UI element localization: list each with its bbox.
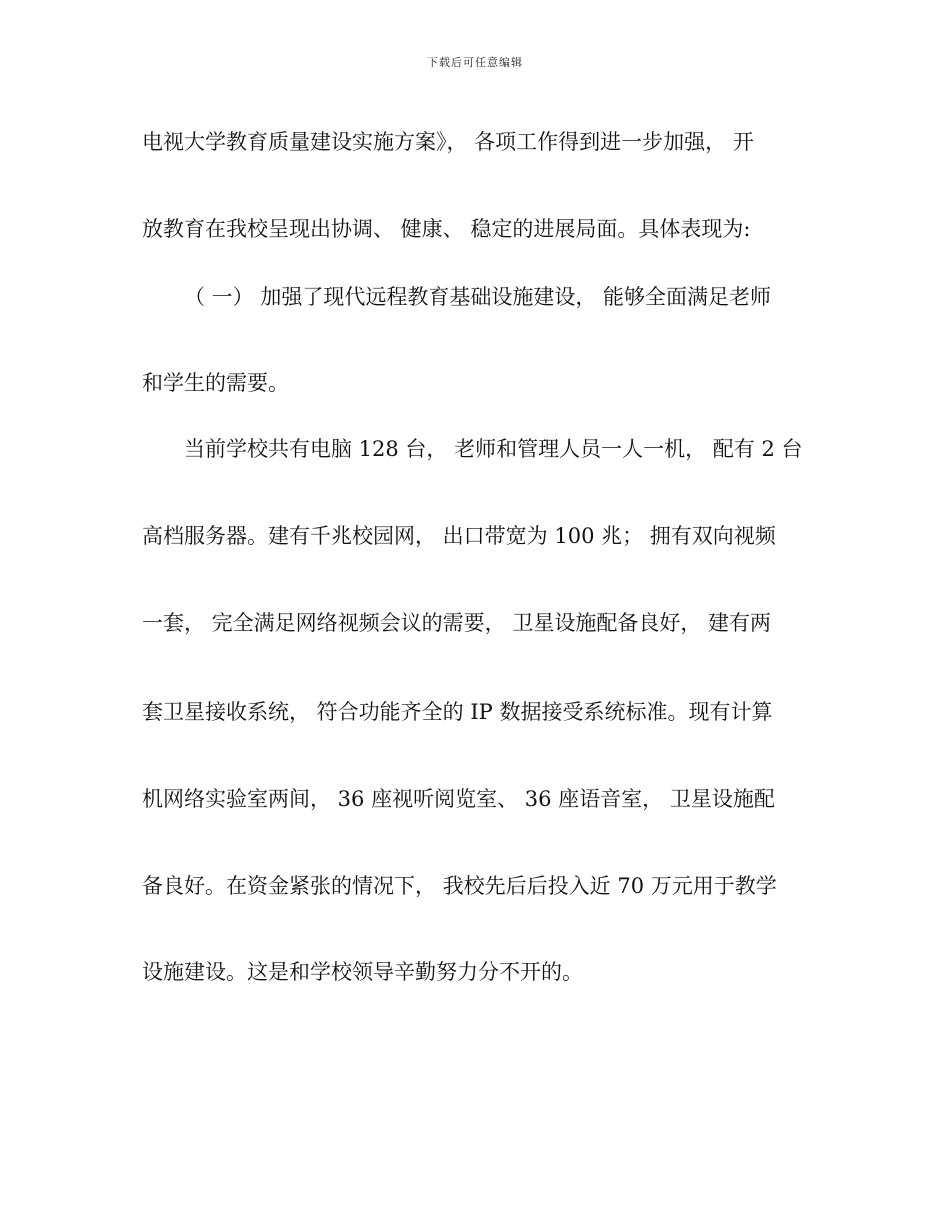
- section-heading-line: （ 一） 加强了现代远程教育基础设施建设， 能够全面满足老师: [184, 285, 772, 309]
- body-text-line: 高档服务器。建有千兆校园网， 出口带宽为 100 兆； 拥有双向视频: [142, 524, 776, 548]
- body-text-line: 机网络实验室两间， 36 座视听阅览室、 36 座语音室， 卫星设施配: [142, 787, 775, 811]
- body-text-line: 设施建设。这是和学校领导辛勤努力分不开的。: [142, 960, 583, 984]
- paragraph-first-line: 当前学校共有电脑 128 台， 老师和管理人员一人一机， 配有 2 台: [184, 437, 803, 461]
- body-text-line: 放教育在我校呈现出协调、 健康、 稳定的进展局面。具体表现为:: [142, 217, 751, 241]
- page-header-note: 下载后可任意编辑: [427, 56, 523, 69]
- body-text-line: 套卫星接收系统， 符合功能齐全的 IP 数据接受系统标准。现有计算: [142, 700, 773, 724]
- body-text-line: 一套， 完全满足网络视频会议的需要， 卫星设施配备良好， 建有两: [142, 611, 772, 635]
- body-text-line: 和学生的需要。: [142, 371, 289, 395]
- body-text-line: 备良好。在资金紧张的情况下， 我校先后后投入近 70 万元用于教学: [142, 874, 777, 898]
- body-text-line: 电视大学教育质量建设实施方案》， 各项工作得到进一步加强， 开: [142, 130, 754, 154]
